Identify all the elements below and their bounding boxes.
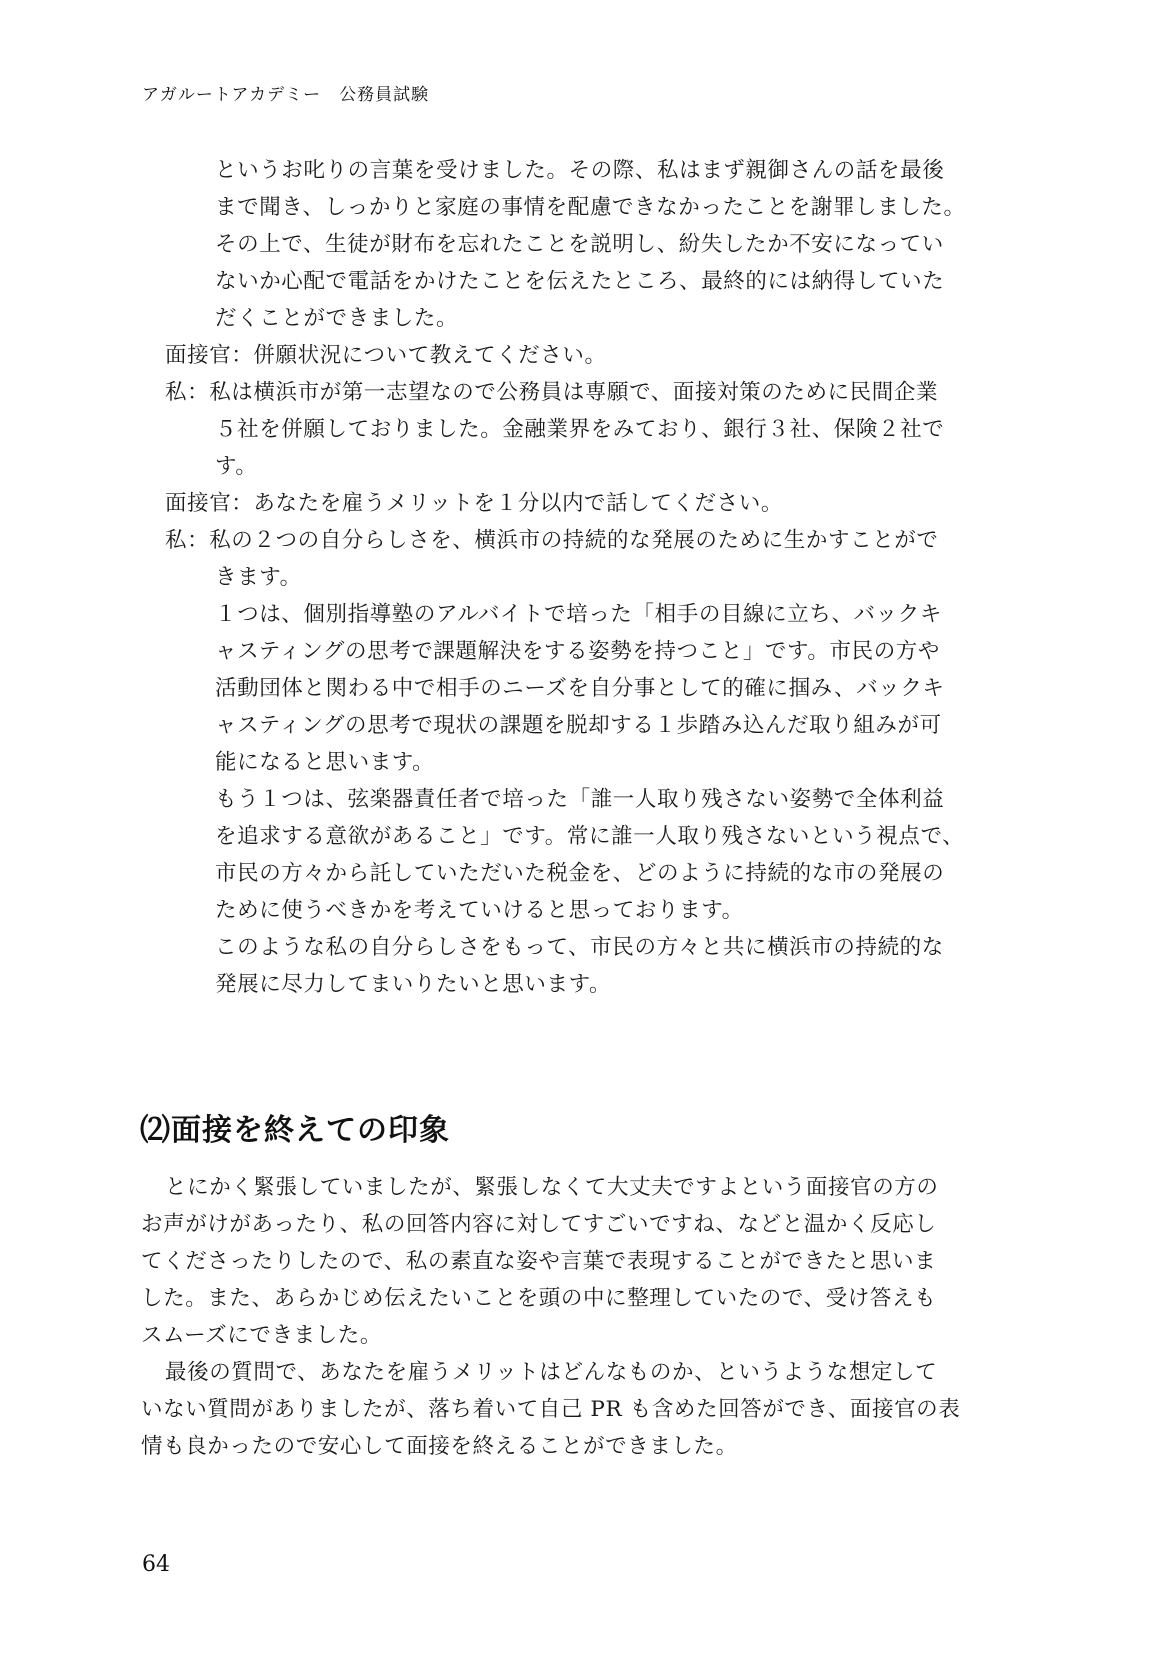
dialogue-line: というお叱りの言葉を受けました。その際、私はまず親御さんの話を最後	[215, 158, 945, 183]
dialogue-line: ャスティングの思考で課題解決をする姿勢を持つこと」です。市民の方や	[215, 639, 941, 664]
dialogue-line: その上で、生徒が財布を忘れたことを説明し、紛失したか不安になってい	[215, 232, 944, 257]
dialogue-line: を追求する意欲があること」です。常に誰一人取り残さないという視点で、	[215, 824, 965, 849]
page-number: 64	[142, 1552, 170, 1577]
dialogue-line: きます。	[215, 565, 302, 590]
dialogue-line: 発展に尽力してまいりたいと思います。	[215, 972, 612, 997]
paragraph-line: スムーズにできました。	[141, 1323, 382, 1348]
dialogue-line: だくことができました。	[215, 306, 459, 331]
dialogue-line: もう１つは、弦楽器責任者で培った「誰一人取り残さない姿勢で全体利益	[215, 787, 945, 812]
dialogue-line: まで聞き、しっかりと家庭の事情を配慮できなかったことを謝罪しました。	[215, 195, 966, 220]
dialogue-line: 活動団体と関わる中で相手のニーズを自分事として的確に掴み、バックキ	[215, 676, 945, 701]
paragraph-line: 情も良かったので安心して面接を終えることができました。	[141, 1434, 738, 1459]
dialogue-line: す。	[215, 454, 258, 479]
dialogue-line: ないか心配で電話をかけたことを伝えたところ、最終的には納得していた	[215, 269, 945, 294]
dialogue-question: 面接官：あなたを雇うメリットを１分以内で話してください。	[165, 491, 783, 516]
paragraph-line: した。また、あらかじめ伝えたいことを頭の中に整理していたので、受け答えも	[141, 1286, 937, 1311]
paragraph-line: 最後の質問で、あなたを雇うメリットはどんなものか、というような想定して	[165, 1360, 938, 1385]
running-header	[142, 80, 429, 105]
paragraph-line: いない質問がありましたが、落ち着いて自己 PR も含めた回答ができ、面接官の表	[141, 1397, 961, 1422]
paragraph-line: とにかく緊張していましたが、緊張しなくて大丈夫ですよという面接官の方の	[165, 1175, 939, 1200]
dialogue-line: このような私の自分らしさをもって、市民の方々と共に横浜市の持続的な	[215, 935, 944, 960]
dialogue-line: 市民の方々から託していただいた税金を、どのように持続的な市の発展の	[215, 861, 945, 886]
paragraph-line: お声がけがあったり、私の回答内容に対してすごいですね、などと温かく反応し	[141, 1212, 937, 1237]
dialogue-question: 面接官：併願状況について教えてください。	[165, 343, 607, 368]
dialogue-line: ャスティングの思考で現状の課題を脱却する１歩踏み込んだ取り組みが可	[215, 713, 942, 738]
dialogue-line: ５社を併願しておりました。金融業界をみており、銀行３社、保険２社で	[215, 417, 945, 442]
dialogue-answer: 私：私の２つの自分らしさを、横浜市の持続的な発展のために生かすことがで	[165, 528, 939, 553]
section-heading: ⑵面接を終えての印象	[140, 1113, 450, 1148]
dialogue-answer: 私：私は横浜市が第一志望なので公務員は専願で、面接対策のために民間企業	[165, 380, 939, 405]
dialogue-line: 能になると思います。	[215, 750, 435, 775]
header-brand: アガルートアカデミー	[142, 85, 322, 105]
header-category: 公務員試験	[339, 85, 430, 105]
paragraph-line: てくださったりしたので、私の素直な姿や言葉で表現することができたと思いま	[141, 1249, 937, 1274]
dialogue-line: １つは、個別指導塾のアルバイトで培った「相手の目線に立ち、バックキ	[215, 602, 942, 627]
dialogue-line: ために使うべきかを考えていけると思っております。	[215, 898, 744, 923]
